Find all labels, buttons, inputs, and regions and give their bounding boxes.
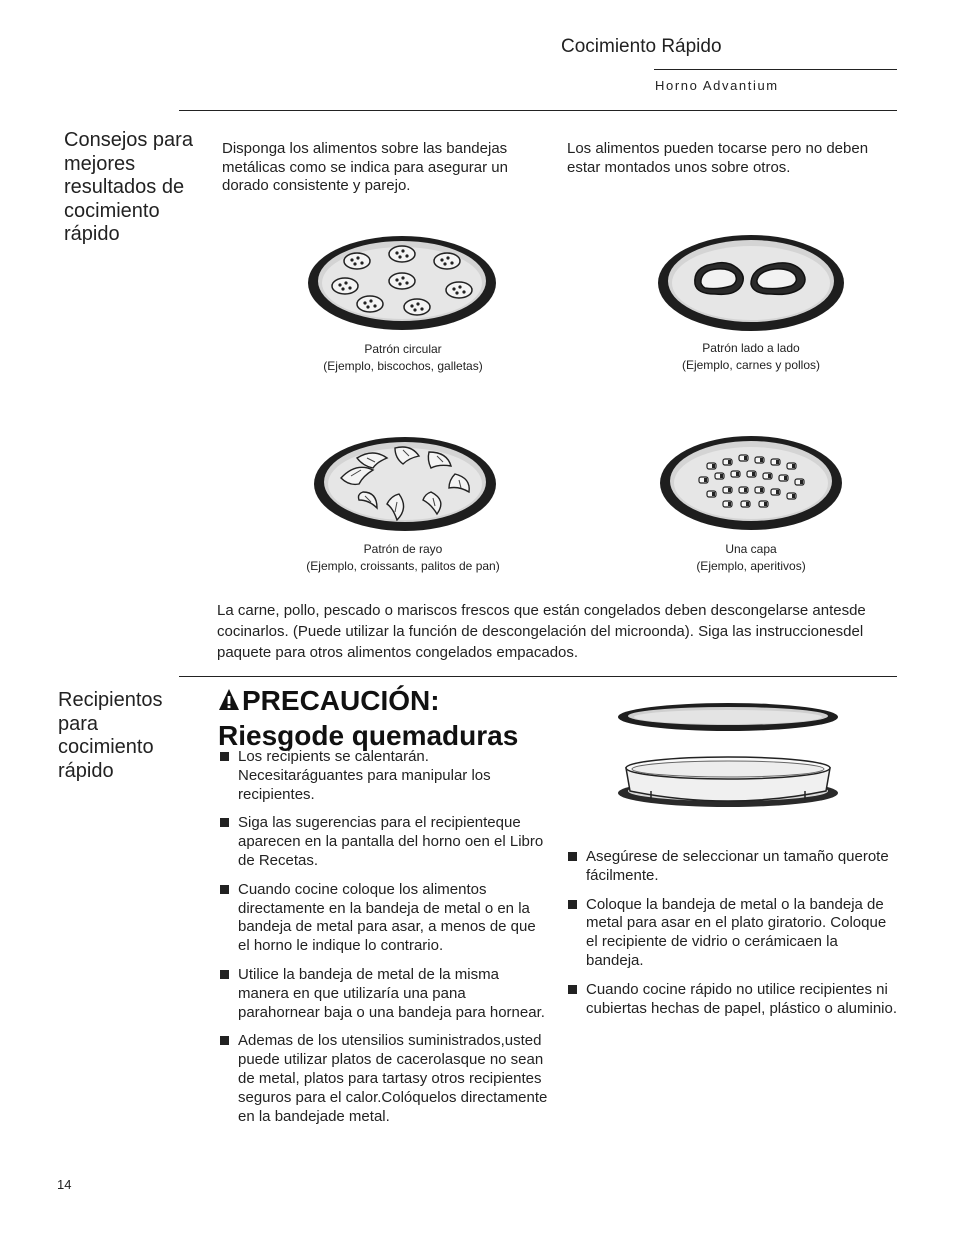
bullet-square-icon [220, 818, 229, 827]
left-bullet-list [218, 748, 548, 1136]
spoke-pattern-tray-illustration [311, 434, 499, 534]
pattern-example: (Ejemplo, biscochos, galletas) [323, 359, 483, 373]
page-number: 14 [57, 1177, 72, 1192]
header-divider [654, 69, 897, 70]
pattern-example: (Ejemplo, croissants, palitos de pan) [306, 559, 500, 573]
tips-intro-left: Disponga los alimentos sobre las bandejas metálicas como se indica para asegurar un dorado consistente y parejo. [222, 140, 508, 194]
section-divider-middle [179, 676, 897, 677]
list-item: Los recipients se calentarán. Necesitaráguantes para manipular los recipientes. [218, 748, 548, 804]
caution-subtitle: Riesgode quemaduras [218, 720, 519, 751]
containers-heading: Recipientos para cocimiento rápido [58, 689, 163, 782]
tray-and-dish-illustration [613, 695, 843, 815]
bullet-square-icon [220, 752, 229, 761]
list-item: Ademas de los utensilios suministrados,usted puede utilizar platos de cacerolasque no sean de metal, platos para tartasy otros recipientes seguros para el calor.Colóquelos directamente en la bandejade metal. [218, 1032, 548, 1126]
pattern-name: Patrón de rayo [363, 542, 443, 556]
bullet-square-icon [220, 885, 229, 894]
section-divider-top [179, 110, 897, 111]
tips-intro-right: Los alimentos pueden tocarse pero no deben estar montados unos sobre otros. [567, 140, 869, 176]
bullet-square-icon [568, 852, 577, 861]
side-by-side-pattern-tray-illustration [655, 232, 847, 334]
caution-heading [218, 684, 518, 752]
pattern-caption-side-by-side [621, 340, 881, 374]
header-title: Cocimiento Rápido [561, 36, 722, 57]
frozen-food-note: La carne, pollo, pescado o mariscos frescos que están congelados deben descongelarse antesde cocinarlos. (Puede utilizar la función de descongelación del microonda). Siga las instruccionesdel paquete para otros alimentos congelados empacados. [217, 602, 866, 661]
bullet-square-icon [568, 985, 577, 994]
list-item: Coloque la bandeja de metal o la bandeja de metal para asar en el plato giratorio. Coloque el recipiente de vidrio o cerámicaen la bandeja. [566, 896, 898, 971]
pattern-caption-circular [273, 341, 533, 375]
warning-icon [218, 686, 240, 719]
caution-label: PRECAUCIÓN: [242, 685, 440, 716]
list-item: Cuando cocine coloque los alimentos directamente en la bandeja de metal o en la bandeja de metal para asar, a menos de que el horno le indique lo contrario. [218, 881, 548, 956]
pattern-example: (Ejemplo, aperitivos) [696, 559, 806, 573]
pattern-name: Patrón circular [364, 342, 442, 356]
list-item: Siga las sugerencias para el recipienteque aparecen en la pantalla del horno oen el Libro de Recetas. [218, 814, 548, 870]
right-bullet-list [566, 848, 898, 1028]
list-item: Asegúrese de seleccionar un tamaño querote fácilmente. [566, 848, 898, 886]
bullet-square-icon [220, 970, 229, 979]
list-item: Utilice la bandeja de metal de la misma manera en que utilizaría una pana parahornear baja o una bandeja para hornear. [218, 966, 548, 1022]
bullet-square-icon [568, 900, 577, 909]
pattern-name: Una capa [725, 542, 777, 556]
single-layer-pattern-tray-illustration [657, 433, 845, 533]
header-subtitle: Horno Advantium [655, 78, 779, 93]
bullet-square-icon [220, 1036, 229, 1045]
tips-heading: Consejos para mejores resultados de cocimiento rápido [64, 129, 193, 245]
list-item: Cuando cocine rápido no utilice recipientes ni cubiertas hechas de papel, plástico o aluminio. [566, 981, 898, 1019]
pattern-caption-spoke [273, 541, 533, 575]
circular-pattern-tray-illustration [305, 233, 499, 333]
pattern-example: (Ejemplo, carnes y pollos) [681, 358, 821, 372]
pattern-name: Patrón lado a lado [702, 341, 800, 355]
pattern-caption-single-layer [621, 541, 881, 575]
